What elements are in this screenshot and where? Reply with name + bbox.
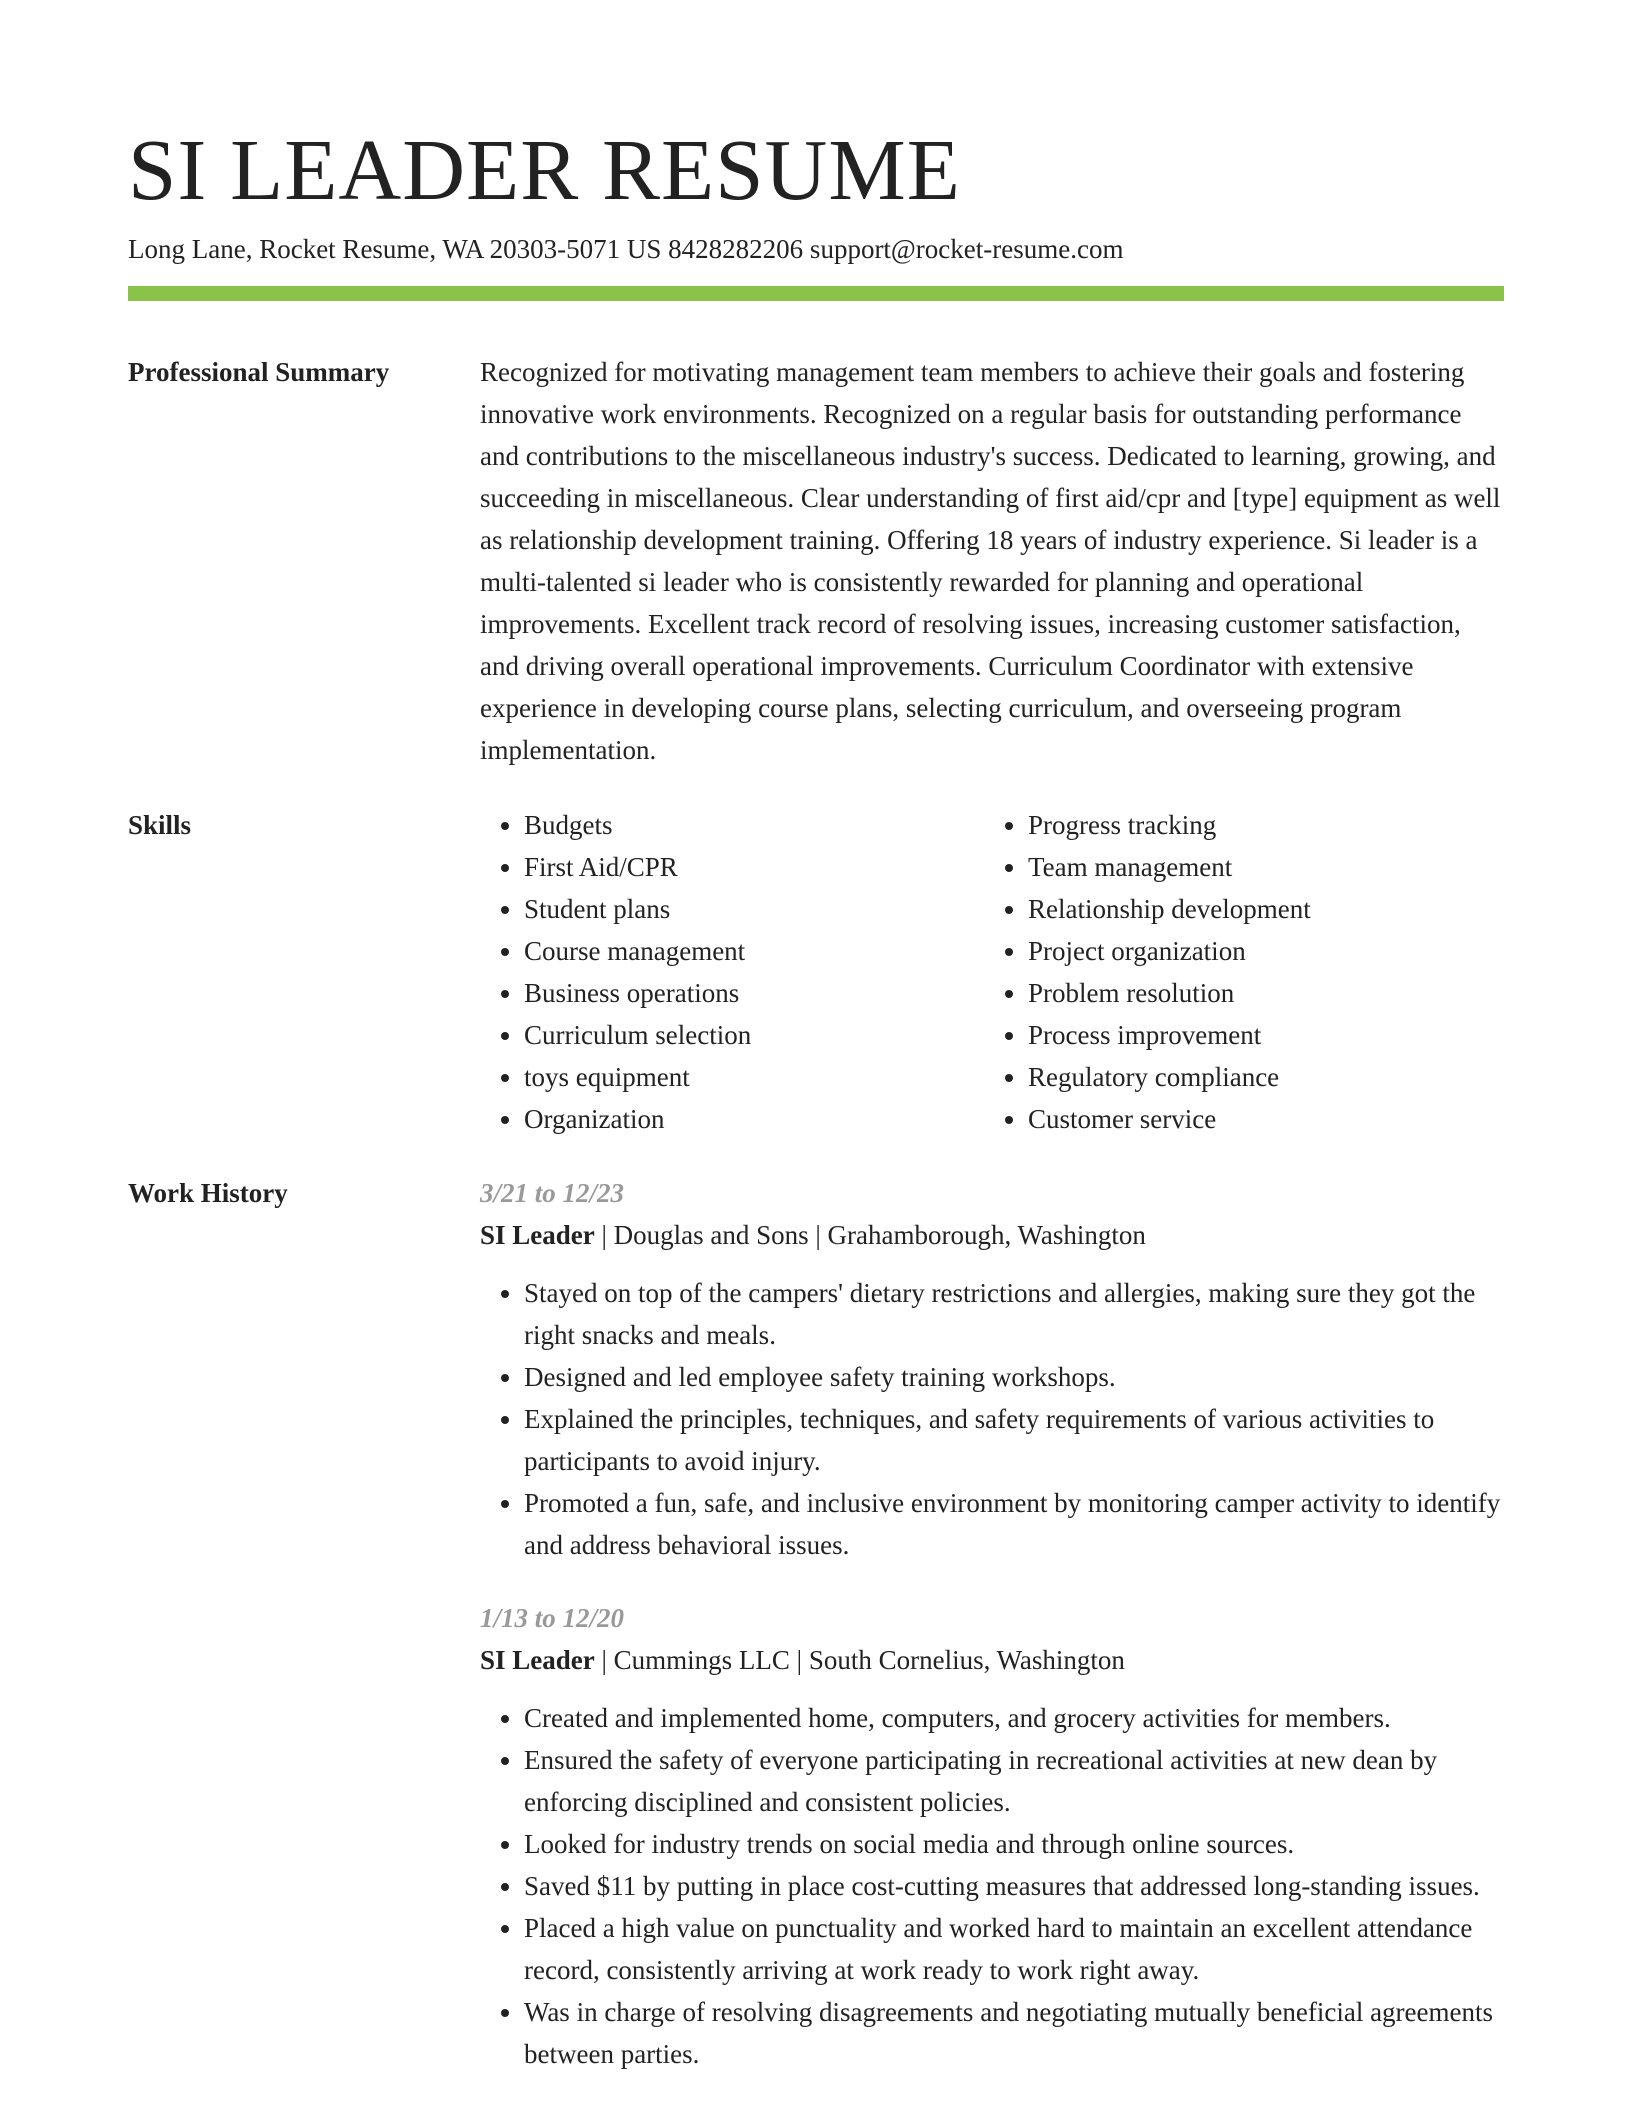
- job-employer-location: | Douglas and Sons | Grahamborough, Washington: [594, 1220, 1146, 1250]
- job-duties: [480, 1697, 1504, 2075]
- skill-item: • Progress tracking: [1028, 804, 1508, 846]
- skill-item: • Budgets: [524, 804, 1004, 846]
- skills-list-right: [984, 804, 1508, 1140]
- skills-body: [480, 804, 1504, 1144]
- summary-body: [480, 351, 1504, 771]
- skill-item: • Course management: [524, 930, 1004, 972]
- job-heading: [480, 1639, 1504, 1681]
- skill-item: • Process improvement: [1028, 1014, 1508, 1056]
- accent-divider: [128, 286, 1504, 301]
- skill-item: • Problem resolution: [1028, 972, 1508, 1014]
- contact-line: Long Lane, Rocket Resume, WA 20303-5071 US 8428282206 support@rocket-resume.com: [128, 234, 1124, 264]
- skill-item: • Team management: [1028, 846, 1508, 888]
- summary-heading: Professional Summary: [128, 357, 390, 387]
- duty-item: • Promoted a fun, safe, and inclusive environment by monitoring camper activity to identify and address behavioral issues.: [524, 1482, 1504, 1566]
- job-dates: 3/21 to 12/23: [480, 1178, 625, 1208]
- resume-title: SI LEADER RESUME: [128, 121, 961, 218]
- duty-item: • Placed a high value on punctuality and worked hard to maintain an excellent attendance record, consistently arriving at work ready to work right away.: [524, 1907, 1504, 1991]
- job-title: SI Leader: [480, 1645, 595, 1675]
- skill-item: • Relationship development: [1028, 888, 1508, 930]
- job-entry: [480, 1172, 1504, 1566]
- job-entry: [480, 1597, 1504, 2075]
- duty-item: • Explained the principles, techniques, and safety requirements of various activities to participants to avoid injury.: [524, 1398, 1504, 1482]
- work-history-body: [480, 1172, 1504, 2092]
- job-heading: [480, 1214, 1504, 1256]
- skill-item: • Curriculum selection: [524, 1014, 1004, 1056]
- duty-item: • Was in charge of resolving disagreements and negotiating mutually beneficial agreements between parties.: [524, 1991, 1504, 2075]
- job-duties: [480, 1272, 1504, 1566]
- skill-item: • First Aid/CPR: [524, 846, 1004, 888]
- skills-heading: Skills: [128, 810, 192, 840]
- skill-item: • toys equipment: [524, 1056, 1004, 1098]
- skill-item: • Student plans: [524, 888, 1004, 930]
- work-history-heading: Work History: [128, 1178, 288, 1208]
- duty-item: • Designed and led employee safety training workshops.: [524, 1356, 1504, 1398]
- job-title: SI Leader: [480, 1220, 595, 1250]
- skill-item: • Project organization: [1028, 930, 1508, 972]
- job-employer-location: | Cummings LLC | South Cornelius, Washington: [594, 1645, 1125, 1675]
- duty-item: • Created and implemented home, computers, and grocery activities for members.: [524, 1697, 1504, 1739]
- duty-item: • Saved $11 by putting in place cost-cutting measures that addressed long-standing issues.: [524, 1865, 1504, 1907]
- skill-item: • Business operations: [524, 972, 1004, 1014]
- skill-item: • Organization: [524, 1098, 1004, 1140]
- duty-item: • Ensured the safety of everyone participating in recreational activities at new dean by enforcing disciplined and consistent policies.: [524, 1739, 1504, 1823]
- summary-text: Recognized for motivating management team members to achieve their goals and fostering innovative work environments. Recognized on a regular basis for outstanding performance and contributions to the miscellaneous industry's success. Dedicated to learning, growing, and succeeding in miscellaneous. Clear understanding of first aid/cpr and [type] equipment as well as relationship development training. Offering 18 years of industry experience. Si leader is a multi-talented si leader who is consistently rewarded for planning and operational improvements. Excellent track record of resolving issues, increasing customer satisfaction, and driving overall operational improvements. Curriculum Coordinator with extensive experience in developing course plans, selecting curriculum, and overseeing program implementation.: [480, 357, 1501, 765]
- skill-item: • Regulatory compliance: [1028, 1056, 1508, 1098]
- job-dates: 1/13 to 12/20: [480, 1603, 625, 1633]
- duty-item: • Looked for industry trends on social media and through online sources.: [524, 1823, 1504, 1865]
- skill-item: • Customer service: [1028, 1098, 1508, 1140]
- skills-list-left: [480, 804, 1004, 1140]
- duty-item: • Stayed on top of the campers' dietary restrictions and allergies, making sure they got the right snacks and meals.: [524, 1272, 1504, 1356]
